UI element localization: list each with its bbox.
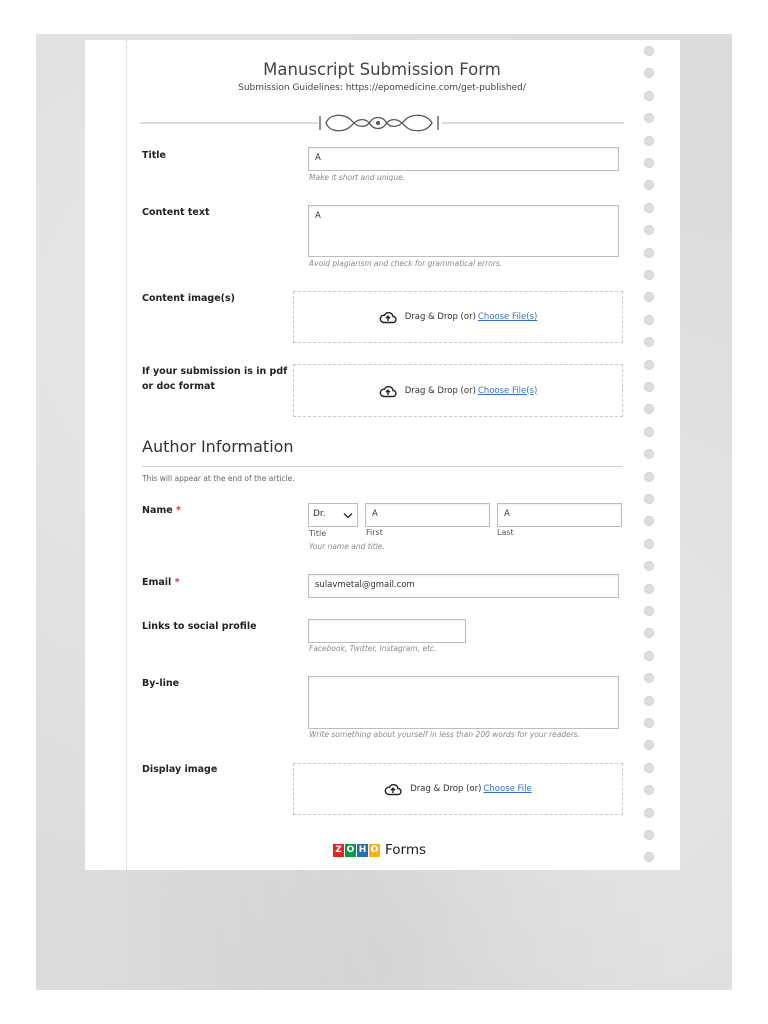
- content-text-hint: Avoid plagiarism and check for grammatical errors.: [309, 259, 503, 268]
- zoho-letter-z: Z: [333, 844, 344, 857]
- byline-textarea[interactable]: [308, 676, 619, 729]
- form-title: Manuscript Submission Form: [263, 60, 501, 79]
- title-input[interactable]: A: [308, 147, 619, 171]
- binder-hole: [644, 718, 654, 728]
- last-name-input[interactable]: A: [497, 503, 622, 527]
- email-label-text: Email: [142, 577, 172, 588]
- choose-files-link[interactable]: Choose File(s): [477, 385, 538, 396]
- binder-hole: [644, 315, 654, 325]
- binder-hole: [644, 91, 654, 101]
- section-description: This will appear at the end of the article.: [142, 474, 295, 483]
- binder-hole: [644, 808, 654, 818]
- binder-hole: [644, 158, 654, 168]
- upload-cloud-icon: [379, 384, 397, 398]
- binder-hole: [644, 360, 654, 370]
- content-images-label: Content image(s): [142, 293, 236, 304]
- section-title: Author Information: [142, 437, 294, 456]
- social-label: Links to social profile: [142, 621, 257, 632]
- name-title-select[interactable]: [308, 503, 358, 527]
- binder-hole: [644, 696, 654, 706]
- content-text-textarea[interactable]: A: [308, 205, 619, 257]
- binder-hole: [644, 830, 654, 840]
- ornament-divider: [140, 108, 624, 138]
- content-images-dropzone[interactable]: [293, 291, 623, 343]
- name-label-text: Name: [142, 505, 173, 516]
- binder-hole: [644, 606, 654, 616]
- binder-hole: [644, 472, 654, 482]
- binder-hole: [644, 46, 654, 56]
- binder-hole: [644, 494, 654, 504]
- zoho-forms-logo[interactable]: [333, 840, 426, 860]
- name-title-value: Dr.: [313, 509, 326, 519]
- title-sublabel: Title: [309, 529, 327, 538]
- choose-files-link[interactable]: Choose File(s): [477, 312, 538, 322]
- upload-cloud-icon: [384, 782, 402, 796]
- first-sublabel: First: [366, 528, 383, 537]
- form-subtitle: Submission Guidelines: https://epomedicine.com/get-published/: [238, 83, 526, 93]
- binder-hole: [644, 427, 654, 437]
- choose-file-link[interactable]: Choose File: [483, 784, 532, 794]
- binder-hole: [644, 539, 654, 549]
- upload-cloud-icon: [379, 310, 397, 324]
- dropzone-text: Drag & Drop (or): [404, 312, 476, 322]
- social-input[interactable]: [308, 619, 466, 643]
- zoho-letter-o: O: [370, 844, 379, 855]
- last-sublabel: Last: [497, 528, 514, 537]
- binder-hole: [644, 382, 654, 392]
- byline-hint: Write something about yourself in less than 200 words for your readers.: [309, 730, 581, 739]
- title-hint: Make it short and unique.: [309, 173, 406, 182]
- binder-hole: [644, 584, 654, 594]
- pdf-doc-label: If your submission is in pdf or doc format: [142, 366, 288, 392]
- forms-word: Forms: [385, 842, 427, 858]
- title-label: Title: [142, 150, 166, 161]
- pdf-doc-dropzone[interactable]: [293, 364, 623, 417]
- paper-margin-line: [126, 40, 127, 870]
- required-mark: *: [174, 577, 180, 588]
- binder-hole: [644, 136, 654, 146]
- content-text-label: Content text: [142, 207, 210, 218]
- binder-hole: [644, 763, 654, 773]
- email-label: [142, 575, 180, 590]
- email-input[interactable]: sulavmetal@gmail.com: [308, 574, 619, 598]
- name-hint: Your name and title.: [309, 542, 385, 551]
- binder-hole: [644, 248, 654, 258]
- social-hint: Facebook, Twitter, Instagram, etc.: [309, 644, 437, 653]
- display-image-label: Display image: [142, 764, 218, 775]
- section-divider: [142, 466, 622, 467]
- zoho-letter-h: H: [358, 844, 367, 855]
- display-image-dropzone[interactable]: [293, 763, 623, 815]
- required-mark: *: [176, 505, 181, 516]
- zoho-letter-o: O: [346, 844, 355, 855]
- dropzone-text: Drag & Drop (or): [410, 784, 482, 794]
- first-name-input[interactable]: A: [365, 503, 490, 527]
- dropzone-text: Drag & Drop (or): [404, 385, 476, 396]
- binder-hole: [644, 203, 654, 213]
- name-label: [142, 503, 181, 518]
- byline-label: By-line: [142, 678, 180, 689]
- binder-hole: [644, 270, 654, 280]
- chevron-down-icon: [343, 512, 353, 519]
- binder-hole: [644, 651, 654, 661]
